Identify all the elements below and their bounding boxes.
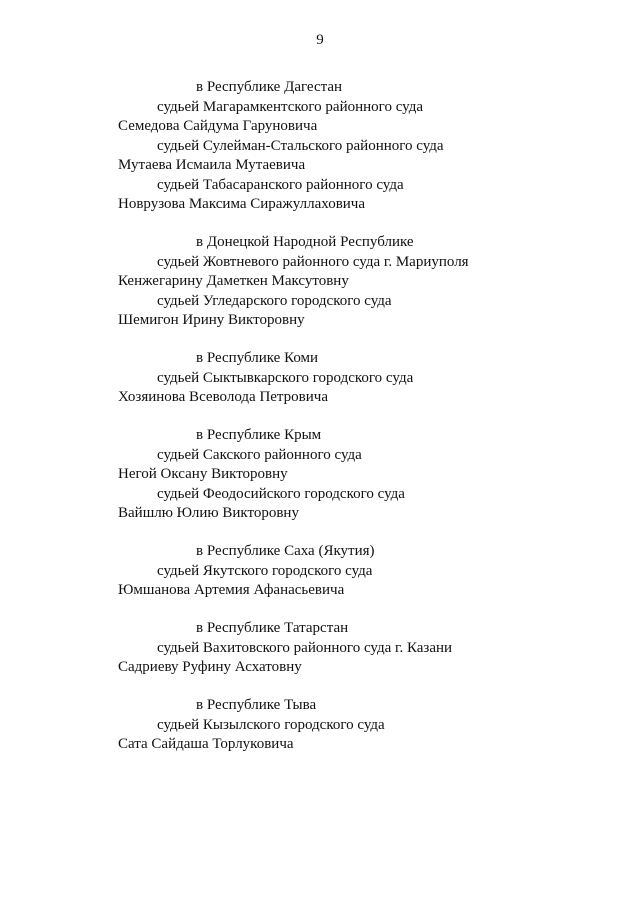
court-position: судьей Жовтневого районного суда г. Мариуполя: [157, 253, 469, 270]
appointee-name: Мутаева Исмаила Мутаевича: [118, 157, 306, 173]
appointee-name: Семедова Сайдума Гаруновича: [118, 118, 318, 134]
region-heading: в Республике Тыва: [196, 697, 317, 713]
region-heading: в Республике Дагестан: [196, 79, 343, 95]
page-number: 9: [316, 32, 324, 48]
court-position: судьей Угледарского городского суда: [157, 292, 392, 309]
court-position: судьей Вахитовского районного суда г. Казани: [157, 639, 453, 656]
court-position: судьей Феодосийского городского суда: [157, 485, 405, 502]
court-position: судьей Якутского городского суда: [157, 562, 373, 579]
appointment-list: [118, 78, 598, 773]
appointee-name: Негой Оксану Викторовну: [118, 466, 288, 482]
region-heading: в Донецкой Народной Республике: [196, 234, 414, 250]
appointee-name: Кенжегарину Даметкен Максутовну: [118, 273, 349, 289]
region-section: [118, 619, 598, 678]
region-section: [118, 349, 598, 408]
court-position: судьей Магарамкентского районного суда: [157, 98, 424, 115]
court-position: судьей Кызылского городского суда: [157, 716, 385, 733]
appointee-name: Хозяинова Всеволода Петровича: [118, 389, 328, 405]
appointee-name: Новрузова Максима Сиражуллаховича: [118, 196, 366, 212]
court-position: судьей Табасаранского районного суда: [157, 176, 404, 193]
appointee-name: Сата Сайдаша Торлуковича: [118, 736, 294, 752]
appointee-name: Шемигон Ирину Викторовну: [118, 312, 305, 328]
region-section: [118, 542, 598, 601]
region-heading: в Республике Коми: [196, 350, 319, 366]
region-section: [118, 426, 598, 524]
region-section: [118, 78, 598, 215]
region-heading: в Республике Татарстан: [196, 620, 349, 636]
appointee-name: Вайшлю Юлию Викторовну: [118, 505, 299, 521]
court-position: судьей Сакского районного суда: [157, 446, 362, 463]
appointee-name: Садриеву Руфину Асхатовну: [118, 659, 302, 675]
court-position: судьей Сыктывкарского городского суда: [157, 369, 414, 386]
region-section: [118, 696, 598, 755]
court-position: судьей Сулейман-Стальского районного суда: [157, 137, 444, 154]
region-heading: в Республике Саха (Якутия): [196, 543, 375, 559]
appointee-name: Юмшанова Артемия Афанасьевича: [118, 582, 345, 598]
region-heading: в Республике Крым: [196, 427, 322, 443]
region-section: [118, 233, 598, 331]
